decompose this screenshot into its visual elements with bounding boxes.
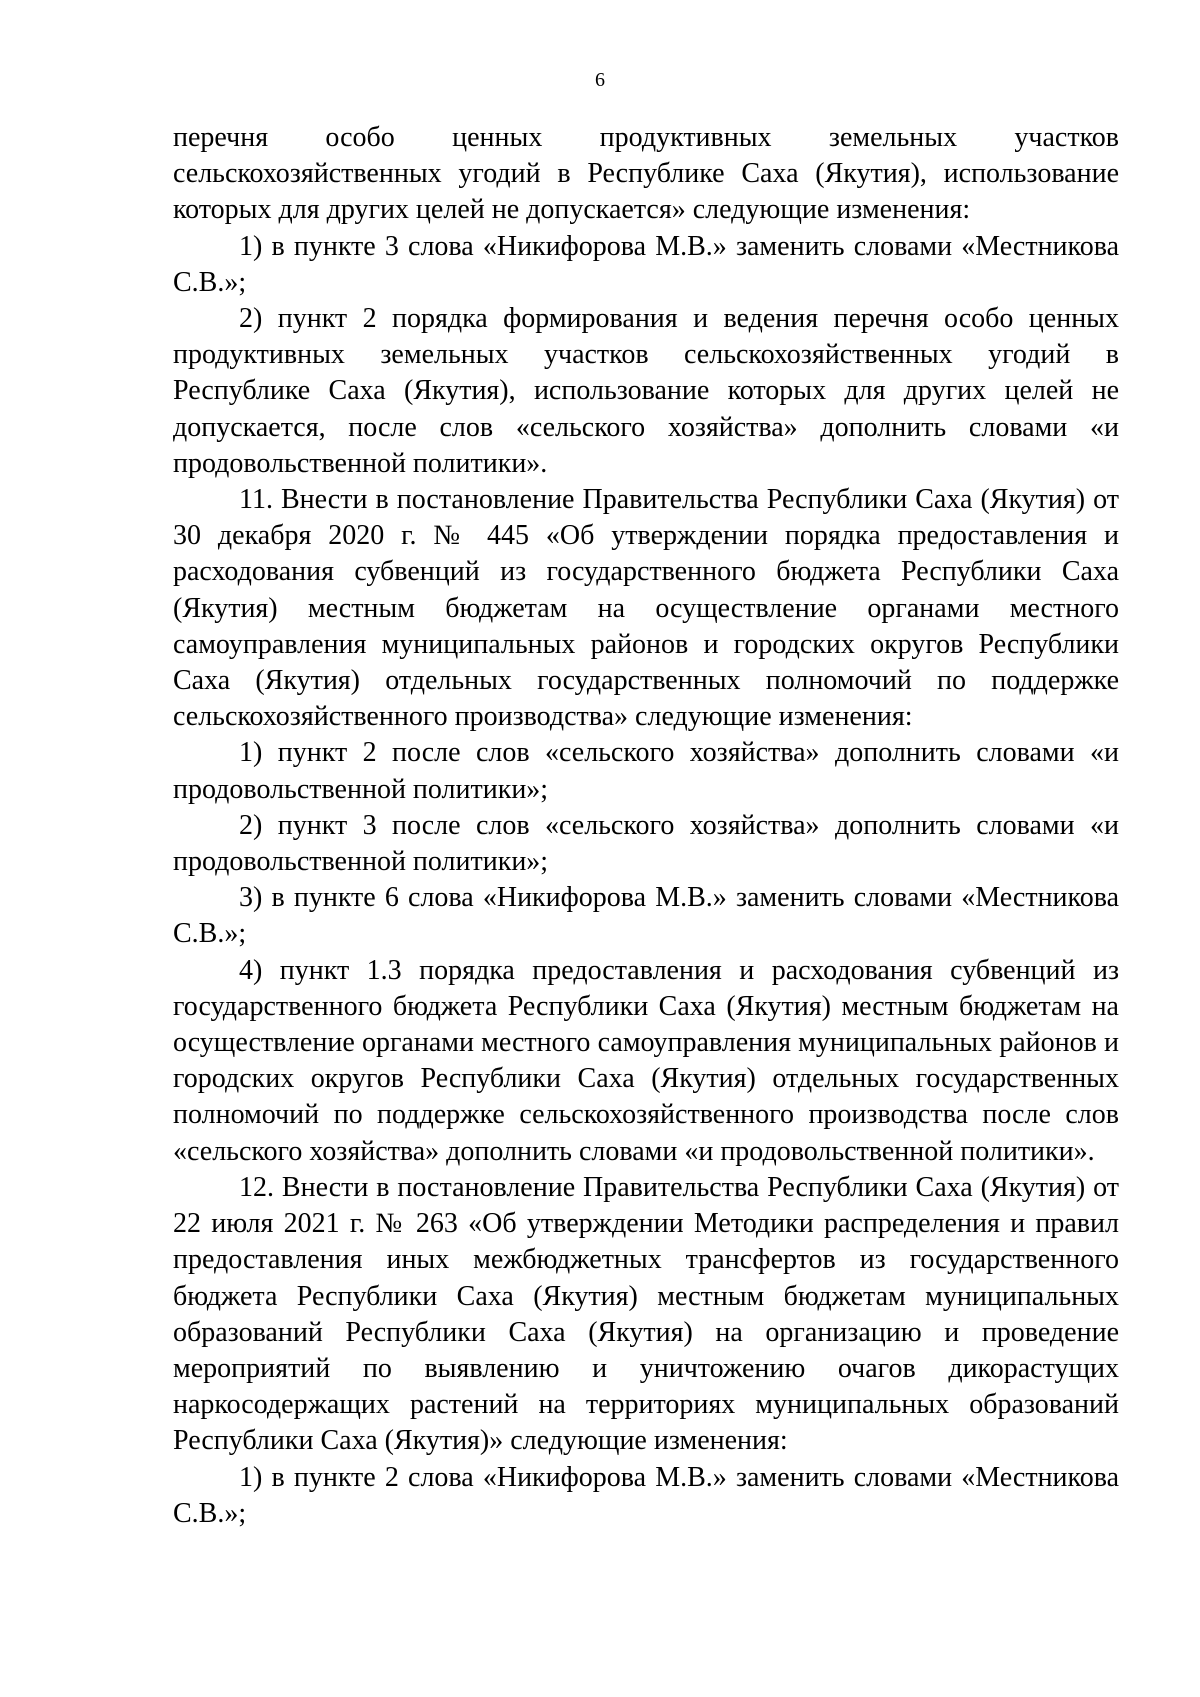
list-item-amendment-1: 1) в пункте 3 слова «Никифорова М.В.» заменить словами «Местникова С.В.»;	[173, 230, 1119, 298]
list-item-amendment-2: 2) пункт 2 порядка формирования и ведения перечня особо ценных продуктивных земельных участков сельскохозяйственных угодий в Республике Саха (Якутия), использование которых для других целей не допускается, после слов «сельского хозяйства» дополнить словами «и продовольственной политики».	[173, 303, 1119, 479]
list-item-amendment-1: 1) пункт 2 после слов «сельского хозяйства» дополнить словами «и продовольственной политики»;	[173, 737, 1119, 805]
list-item-amendment-2: 2) пункт 3 после слов «сельского хозяйства» дополнить словами «и продовольственной политики»;	[173, 809, 1119, 878]
document-body	[173, 120, 1119, 1532]
page-number: 6	[595, 69, 605, 91]
section-12-paragraph: 12. Внести в постановление Правительства Республики Саха (Якутия) от 22 июля 2021 г. № 263 «Об утверждении Методики распределения и правил предоставления иных межбюджетных трансфертов из государственного бюджета Республики Саха (Якутия) местным бюджетам муниципальных образований Республики Саха (Якутия) на организацию и проведение мероприятий по выявлению и уничтожению очагов дикорастущих наркосодержащих растений на территориях муниципальных образований Республики Саха (Якутия)» следующие изменения:	[173, 1171, 1119, 1457]
list-item-amendment-1: 1) в пункте 2 слова «Никифорова М.В.» заменить словами «Местникова С.В.»;	[173, 1461, 1119, 1529]
list-item-amendment-4: 4) пункт 1.3 порядка предоставления и расходования субвенций из государственного бюджета Республики Саха (Якутия) местным бюджетам на осуществление органами местного самоуправления муниципальных районов и городских округов Республики Саха (Якутия) отдельных государственных полномочий по поддержке сельскохозяйственного производства после слов «сельского хозяйства» дополнить словами «и продовольственной политики».	[173, 954, 1119, 1167]
paragraph-continuation: перечня особо ценных продуктивных земельных участков сельскохозяйственных угодий в Республике Саха (Якутия), использование которых для других целей не допускается» следующие изменения:	[173, 122, 1119, 226]
list-item-amendment-3: 3) в пункте 6 слова «Никифорова М.В.» заменить словами «Местникова С.В.»;	[173, 882, 1119, 950]
section-11-paragraph: 11. Внести в постановление Правительства Республики Саха (Якутия) от 30 декабря 2020 г. № 445 «Об утверждении порядка предоставления и расходования субвенций из государственного бюджета Республики Саха (Якутия) местным бюджетам на осуществление органами местного самоуправления муниципальных районов и городских округов Республики Саха (Якутия) отдельных государственных полномочий по поддержке сельскохозяйственного производства» следующие изменения:	[173, 484, 1119, 733]
